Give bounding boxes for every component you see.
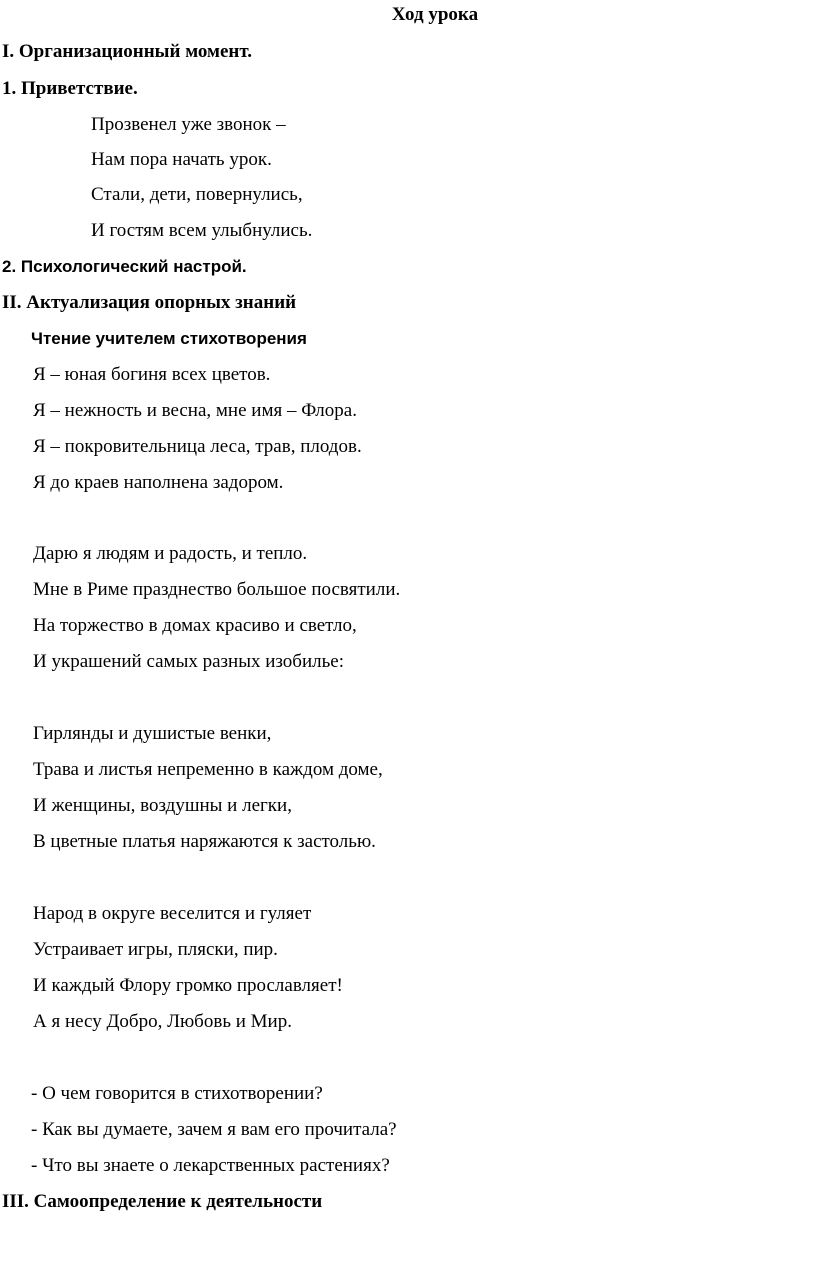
question-line: - О чем говорится в стихотворении? (31, 1083, 323, 1104)
greeting-line: Прозвенел уже звонок – (91, 114, 286, 135)
poem-line: Я – юная богиня всех цветов. (33, 364, 271, 385)
poem-line: Устраивает игры, пляски, пир. (33, 939, 278, 960)
section-heading-actualization: II. Актуализация опорных знаний (2, 292, 297, 313)
poem-line: И каждый Флору громко прославляет! (33, 975, 343, 996)
question-line: - Как вы думаете, зачем я вам его прочитала? (31, 1119, 397, 1140)
poem-line: На торжество в домах красиво и светло, (33, 615, 357, 636)
poem-line: Я – покровительница леса, трав, плодов. (33, 436, 362, 457)
poem-line: Мне в Риме празднество большое посвятили. (33, 579, 401, 600)
poem-line: В цветные платья наряжаются к застолью. (33, 831, 376, 852)
section-heading-self-determination: III. Самоопределение к деятельности (2, 1191, 323, 1212)
question-line: - Что вы знаете о лекарственных растениях? (31, 1155, 390, 1176)
page-title: Ход урока (391, 4, 479, 25)
section-heading-organizational: I. Организационный момент. (2, 41, 253, 62)
poem-line: Я – нежность и весна, мне имя – Флора. (33, 400, 357, 421)
poem-line: И женщины, воздушны и легки, (33, 795, 292, 816)
poem-line: Народ в округе веселится и гуляет (33, 903, 312, 924)
poem-reading-subheading: Чтение учителем стихотворения (31, 329, 307, 348)
greeting-line: И гостям всем улыбнулись. (91, 220, 313, 241)
poem-line: И украшений самых разных изобилье: (33, 651, 344, 672)
item-psychological-mood-heading: 2. Психологический настрой. (2, 257, 247, 276)
poem-line: Гирлянды и душистые венки, (33, 723, 272, 744)
poem-line: Я до краев наполнена задором. (33, 472, 284, 493)
poem-line: Дарю я людям и радость, и тепло. (33, 543, 308, 564)
poem-line: Трава и листья непременно в каждом доме, (33, 759, 383, 780)
greeting-line: Стали, дети, повернулись, (91, 184, 303, 205)
item-greeting-heading: 1. Приветствие. (2, 78, 138, 99)
greeting-line: Нам пора начать урок. (91, 149, 272, 170)
poem-line: А я несу Добро, Любовь и Мир. (33, 1011, 292, 1032)
